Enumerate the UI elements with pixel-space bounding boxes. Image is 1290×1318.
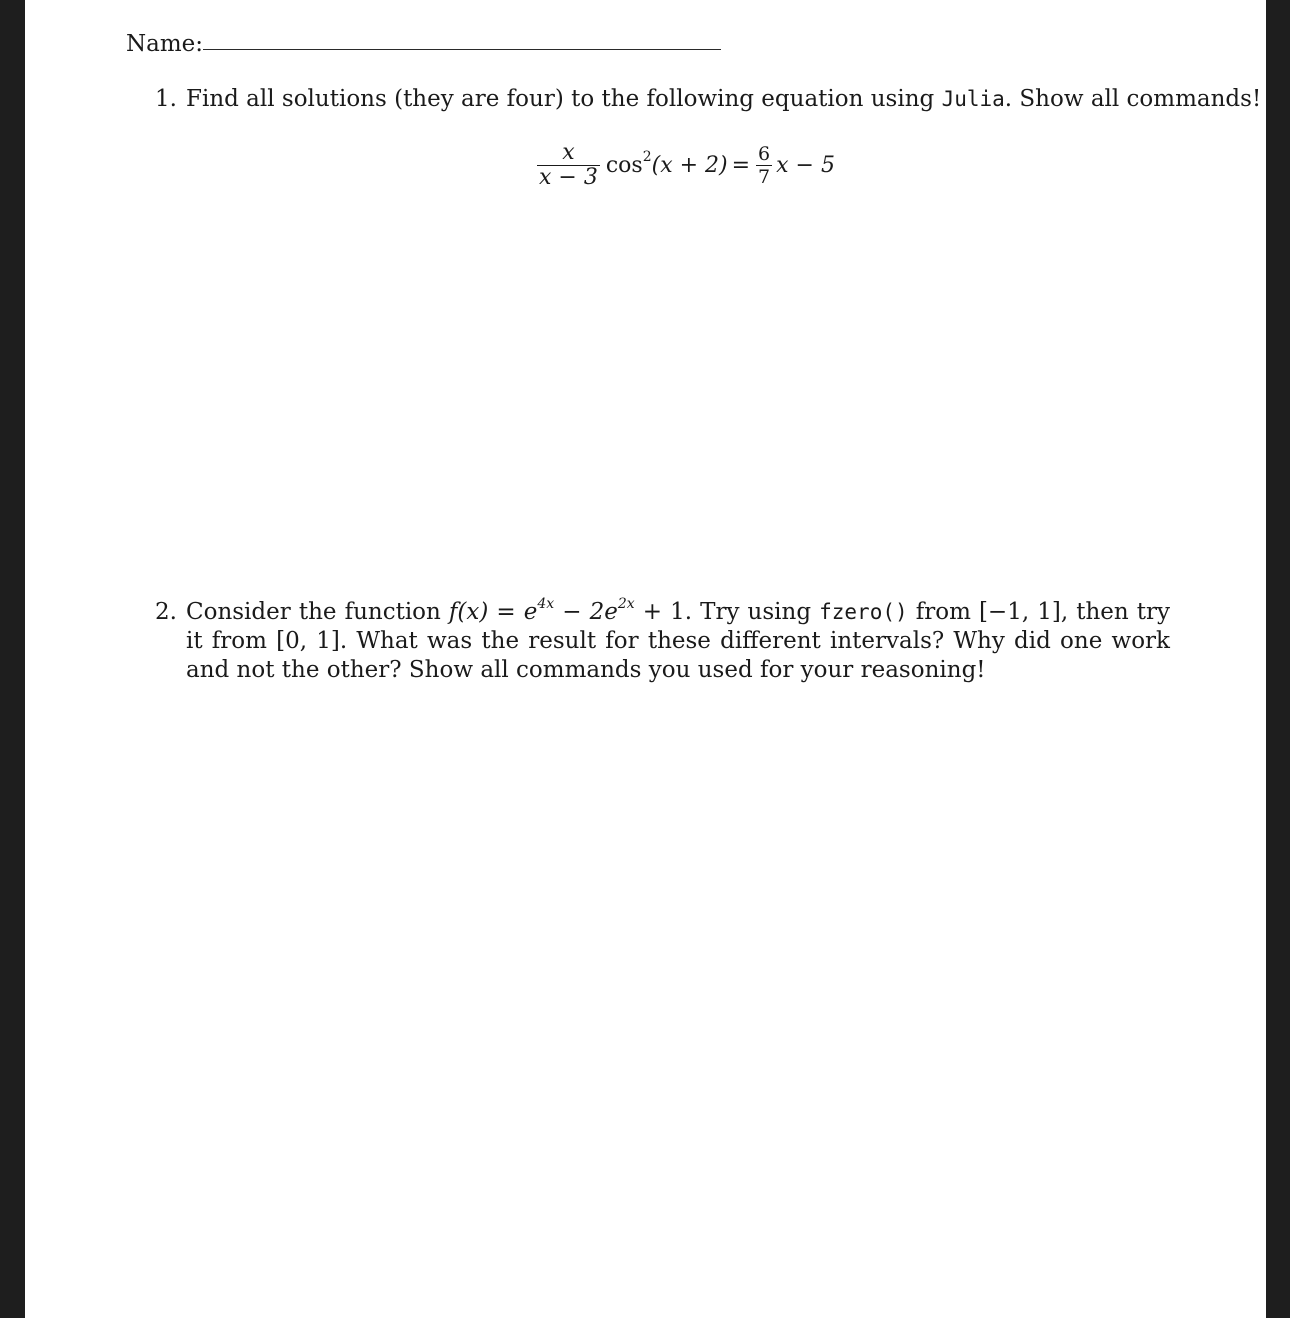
problem-1 — [155, 85, 1262, 114]
problem-2-text: Consider the function $f(x) = e^{4x} - 2e^{2x} + 1$. Try using fzero() from [−1, 1], then try it from [0, 1]. What was the result for these different intervals? Why did one work and not the other? Show all commands you used for your reasoning! — [186, 596, 1170, 683]
lhs-fraction: $\frac{x}{x - 3}$ — [539, 139, 598, 190]
problem-1-text: Find all solutions (they are four) to the following equation using Julia. Show all commands! — [186, 86, 1262, 112]
equals-sign: = — [731, 152, 751, 178]
name-blank-line[interactable] — [203, 49, 721, 50]
worksheet-page — [25, 0, 1266, 1318]
cos-term: $\cos^2(x + 2)$ — [605, 149, 728, 178]
problem-1-number: 1. — [155, 86, 177, 112]
rhs-rest: x − 5 — [776, 152, 835, 178]
problem-2-number: 2. — [155, 599, 177, 625]
name-label: Name: — [126, 31, 204, 57]
rhs-fraction: $\frac{6}{7}$ — [758, 142, 771, 188]
problem-1-equation — [533, 135, 835, 195]
julia-code: Julia — [941, 87, 1005, 111]
fzero-code: fzero() — [819, 600, 908, 624]
problem-2 — [155, 598, 1170, 685]
